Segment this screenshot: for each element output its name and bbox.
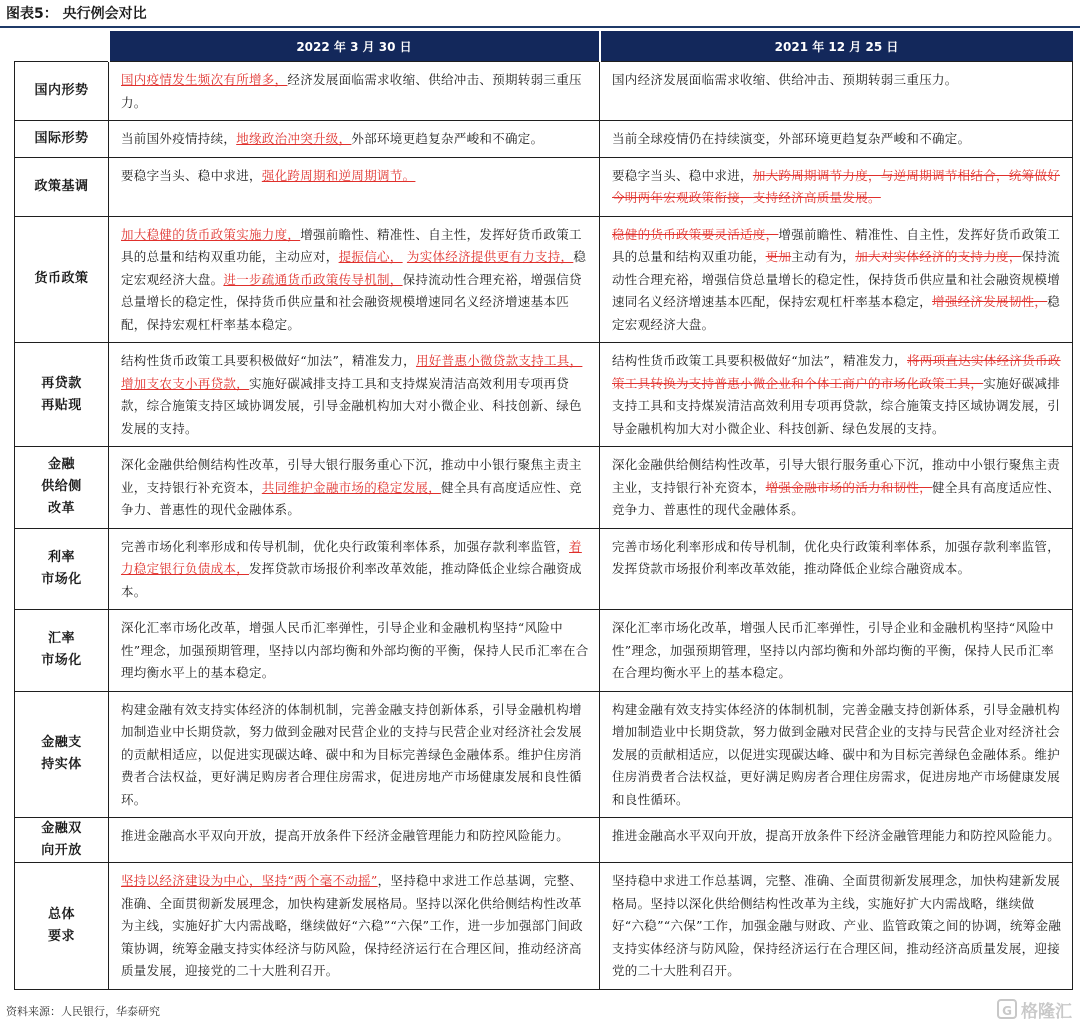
cell-2022-text [109,343,600,447]
added-text: 国内疫情发生频次有所增多， [121,72,288,87]
watermark-logo-icon: G [997,999,1017,1019]
watermark-text: 格隆汇 [1021,1001,1072,1022]
comparison-table [14,31,1073,990]
cell-2021-text [600,121,1073,158]
added-text: 着力稳定银行负债成本， [121,538,582,576]
text-segment: 稳定宏观经济大盘。 [121,249,587,287]
added-text: 坚持以经济建设为中心，坚持“两个毫不动摇” [121,873,378,888]
text-segment: 国内经济发展面临需求收缩、供给冲击、预期转弱三重压力。 [612,72,958,87]
header-2021-12-25: 2021 年 12 月 25 日 [600,31,1073,62]
table-row [15,447,1073,529]
text-segment: 深化金融供给侧结构性改革，引导大银行服务重心下沉，推动中小银行聚焦主责主业，支持银行补充资本， [612,457,1061,495]
text-segment: 结构性货币政策工具要积极做好“加法”，精准发力， [612,353,907,368]
cell-2022-text [109,691,600,818]
added-text: 提振信心， [338,249,403,264]
source-note: 资料来源：人民银行，华泰研究 [6,1005,160,1018]
text-segment: 实施好碳减排支持工具和支持煤炭清洁高效利用专项再贷款，综合施策支持区域协调发展，引导金融机构加大对小微企业、科技创新、绿色发展的支持。 [612,375,1061,436]
row-label: 金融支 持实体 [15,691,109,818]
text-segment: 当前国外疫情持续， [121,131,237,146]
cell-2022-text [109,818,600,863]
cell-2021-text [600,528,1073,610]
added-text: 强化跨周期和逆周期调节。 [261,167,416,183]
text-segment: 完善市场化利率形成和传导机制，优化央行政策利率体系，加强存款利率监管， [121,538,570,554]
text-segment: 健全具有高度适应性、竞争力、普惠性的现代金融体系。 [612,479,1061,517]
text-segment: 实施好碳减排支持工具和支持煤炭清洁高效利用专项再贷款，综合施策支持区域协调发展，引导金融机构加大对小微企业、科技创新、绿色发展的支持。 [121,375,582,436]
added-text: 为实体经济提供更有力支持， [406,249,574,264]
header-blank [15,31,109,62]
table-row [15,216,1073,343]
table-row [15,610,1073,692]
text-segment: 完善市场化利率形成和传导机制，优化央行政策利率体系，加强存款利率监管，发挥贷款市场报价利率改革效能，推动降低企业综合融资成本。 [612,538,1061,576]
cell-2022-text [109,863,600,990]
cell-2021-text [600,157,1073,216]
table-row [15,62,1073,121]
text-segment: 构建金融有效支持实体经济的体制机制，完善金融支持创新体系，引导金融机构增加制造业中长期贷款，努力做到金融对民营企业的支持与民营企业对经济社会发展的贡献相适应，以促进实现碳达峰、碳中和为目标完善绿色金融体系。维护住房消费者合法权益，更好满足购房者合理住房需求，促进房地产市场健康发展和良性循环。 [121,701,582,807]
added-text: 用好普惠小微贷款支持工具，增加支农支小再贷款， [121,353,583,391]
row-label: 利率 市场化 [15,528,109,610]
table-row [15,863,1073,990]
text-segment: 深化汇率市场化改革，增强人民币汇率弹性，引导企业和金融机构坚持“风险中性”理念，加强预期管理，坚持以内部均衡和外部均衡的平衡，保持人民币汇率在合理均衡水平上的基本稳定。 [121,620,589,680]
text-segment: 当前全球疫情仍在持续演变，外部环境更趋复杂严峻和不确定。 [612,131,971,146]
cell-2021-text [600,691,1073,818]
removed-text: 增强金融市场的活力和韧性， [765,479,933,495]
row-label: 汇率 市场化 [15,610,109,692]
row-label: 国际形势 [15,121,109,158]
cell-2022-text [109,157,600,216]
text-segment: 发挥贷款市场报价利率改革效能，推动降低企业综合融资成本。 [121,561,582,599]
cell-2021-text [600,610,1073,692]
cell-2022-text [109,216,600,343]
cell-2022-text [109,528,600,610]
added-text: 地缘政治冲突升级， [236,131,352,146]
table-row [15,343,1073,447]
row-label: 总体 要求 [15,863,109,990]
cell-2021-text [600,863,1073,990]
text-segment: ，坚持稳中求进工作总基调，完整、准确、全面贯彻新发展理念，加快构建新发展格局。坚持以深化供给侧结构性改革为主线，实施好扩大内需战略，继续做好“六稳”“六保”工作，进一步加强部门间政策协调，统筹金融支持实体经济与防风险，保持经济运行在合理区间，推动经济高质量发展，迎接党的二十大胜利召开。 [121,873,583,978]
text-segment: 稳定宏观经济大盘。 [612,294,1061,332]
table-row [15,691,1073,818]
table-header-row [15,31,1073,62]
added-text: 进一步疏通货币政策传导机制， [223,271,403,287]
cell-2021-text [600,343,1073,447]
removed-text: 增强经济发展韧性， [932,294,1048,309]
cell-2021-text [600,818,1073,863]
cell-2022-text [109,121,600,158]
text-segment: 深化金融供给侧结构性改革，引导大银行服务重心下沉，推动中小银行聚焦主责主业，支持银行补充资本， [121,457,582,495]
text-segment: 增强前瞻性、精准性、自主性，发挥好货币政策工具的总量和结构双重功能， [612,226,1061,264]
table-row [15,121,1073,158]
text-segment: 构建金融有效支持实体经济的体制机制，完善金融支持创新体系，引导金融机构增加制造业中长期贷款，努力做到金融对民营企业的支持与民营企业对经济社会发展的贡献相适应，以促进实现碳达峰、碳中和为目标完善绿色金融体系。维护住房消费者合法权益，更好满足购房者合理住房需求，促进房地产市场健康发展和良性循环。 [612,701,1061,807]
table-row [15,818,1073,863]
removed-text: 将两项直达实体经济货币政策工具转换为支持普惠小微企业和个体工商户的市场化政策工具， [612,353,1061,391]
added-text: 共同维护金融市场的稳定发展， [261,479,442,495]
text-segment: 推进金融高水平双向开放，提高开放条件下经济金融管理能力和防控风险能力。 [121,828,570,843]
row-label: 金融双 向开放 [15,818,109,863]
row-label: 政策基调 [15,157,109,216]
figure-title: 图表5： 央行例会对比 [0,0,1080,28]
cell-2021-text [600,447,1073,529]
removed-text: 加大跨周期调节力度，与逆周期调节相结合，统筹做好今明两年宏观政策衔接，支持经济高质量发展。 [612,167,1061,205]
cell-2022-text [109,62,600,121]
text-segment: 主动有为， [791,249,856,264]
text-segment: 要稳字当头、稳中求进， [121,167,262,183]
text-segment: 坚持稳中求进工作总基调，完整、准确、全面贯彻新发展理念，加快构建新发展格局。坚持以深化供给侧结构性改革为主线，实施好扩大内需战略，继续做好“六稳”“六保”工作，加强金融与财政、产业、监管政策之间的协调，统筹金融支持实体经济与防风险，保持经济运行在合理区间，推动经济高质量发展，迎接党的二十大胜利召开。 [612,873,1062,978]
text-segment: 结构性货币政策工具要积极做好“加法”，精准发力， [121,353,416,368]
text-segment: 保持流动性合理充裕，增强信贷总量增长的稳定性，保持货币供应量和社会融资规模增速同名义经济增速基本匹配，保持宏观杠杆率基本稳定。 [121,271,582,332]
row-label: 国内形势 [15,62,109,121]
row-label: 货币政策 [15,216,109,343]
removed-text: 稳健的货币政策要灵活适度， [612,226,779,242]
text-segment: 保持流动性合理充裕，增强信贷总量增长的稳定性，保持货币供应量和社会融资规模增速同名义经济增速基本匹配，保持宏观杠杆率基本稳定， [612,249,1061,309]
added-text: 加大稳健的货币政策实施力度， [121,226,301,242]
header-2022-03-30: 2022 年 3 月 30 日 [109,31,600,62]
removed-text: 更加 [765,249,792,264]
text-segment: 推进金融高水平双向开放，提高开放条件下经济金融管理能力和防控风险能力。 [612,828,1061,843]
row-label: 再贷款 再贴现 [15,343,109,447]
text-segment: 健全具有高度适应性、竞争力、普惠性的现代金融体系。 [121,479,582,517]
table-row [15,157,1073,216]
cell-2022-text [109,447,600,529]
text-segment: 外部环境更趋复杂严峻和不确定。 [351,131,544,146]
watermark [997,994,1072,1024]
cell-2022-text [109,610,600,692]
cell-2021-text [600,216,1073,343]
removed-text: 加大对实体经济的支持力度， [855,249,1022,264]
row-label: 金融 供给侧 改革 [15,447,109,529]
text-segment: 增强前瞻性、精准性、自主性，发挥好货币政策工具的总量和结构双重功能，主动应对， [121,226,582,264]
text-segment: 经济发展面临需求收缩、供给冲击、预期转弱三重压力。 [121,72,582,110]
text-segment: 深化汇率市场化改革，增强人民币汇率弹性，引导企业和金融机构坚持“风险中性”理念，加强预期管理，坚持以内部均衡和外部均衡的平衡，保持人民币汇率在合理均衡水平上的基本稳定。 [612,620,1054,680]
text-segment: 要稳字当头、稳中求进， [612,167,753,183]
table-row [15,528,1073,610]
cell-2021-text [600,62,1073,121]
